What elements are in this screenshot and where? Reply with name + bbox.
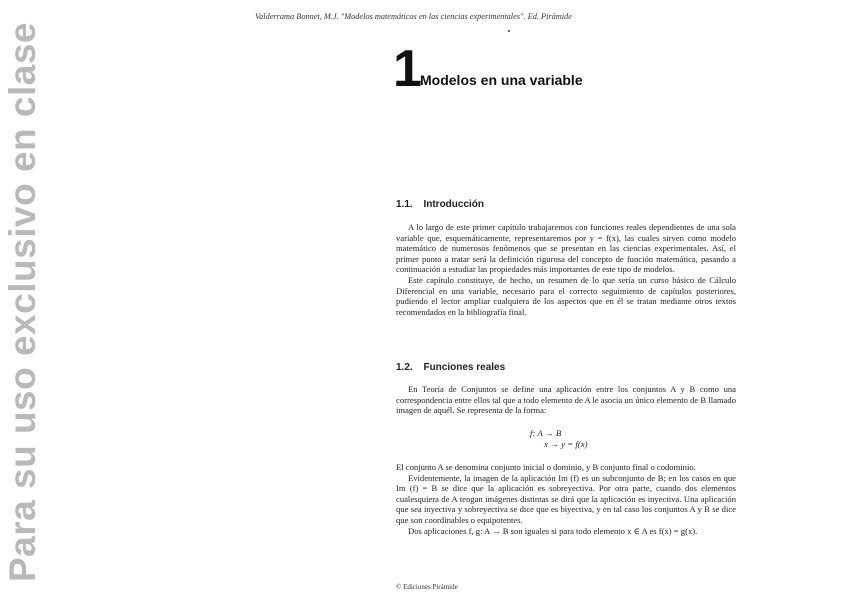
watermark: Para su uso exclusivo en clase bbox=[2, 22, 43, 583]
section-heading-introduccion bbox=[396, 199, 484, 210]
paragraph: Dos aplicaciones f, g: A → B son iguales si para todo elemento x ∈ A es f(x) = g(x). bbox=[408, 525, 698, 536]
section-heading-funciones-reales bbox=[396, 362, 505, 373]
stray-mark bbox=[508, 30, 510, 32]
section-body-funciones-intro bbox=[396, 384, 736, 416]
paragraph: Evidentemente, la imagen de la aplicación Im (f) es un subconjunto de B; en los casos en que Im (f) = B se dice que la aplicación es sobreyectiva. Por otra parte, cuando dos elementos cualesquiera de A tengan imágenes distintas se dirá que la aplicación es inyectiva. Una aplicación que sea inyectiva y sobreyectiva se dice que es biyectiva, y en tal caso los conjuntos A y B se dice que son coordinables o equipotentes. bbox=[396, 472, 736, 525]
paragraph: A lo largo de este primer capítulo trabajaremos con funciones reales dependientes de una sola variable que, esquemáticamente, representaremos por y = f(x), las cuales sirven como modelo matemático de numerosos fenómenos que se presentan en las ciencias experimentales. Así, el primer punto a tratar será la definición rigurosa del concepto de función matemática, pasando a continuación a estudiar las propiedades más importantes de este tipo de modelos. bbox=[396, 222, 736, 275]
section-title: Funciones reales bbox=[423, 362, 506, 373]
section-number: 1.1. bbox=[396, 199, 413, 210]
formula-line: f: A → B bbox=[530, 428, 562, 438]
formula-mapping bbox=[530, 428, 588, 450]
paragraph: Este capítulo constituye, de hecho, un resumen de lo que sería un curso básico de Cálculo Diferencial en una variable, necesario para el correcto seguimiento de capítulos posteriores, pudiendo el lector ampliar cualquiera de los aspectos que en él se tratan mediante otros textos recomendados en la bibliografía final. bbox=[396, 274, 736, 317]
paragraph: En Teoría de Conjuntos se define una aplicación entre los conjuntos A y B como una correspondencia entre ellos tal que a todo elemento de A le asocia un único elemento de B llamado imagen de aquél. Se representa de la forma: bbox=[396, 384, 736, 416]
formula-line: x → y = f(x) bbox=[544, 439, 588, 449]
section-title: Introducción bbox=[423, 199, 485, 210]
chapter-number: 1 bbox=[393, 40, 422, 98]
section-body-funciones-continued bbox=[396, 462, 736, 536]
section-body-introduccion bbox=[396, 222, 736, 317]
copyright-footer: © Ediciones Pirámide bbox=[396, 583, 458, 591]
running-header: Valderrama Bonnet, M.J. "Modelos matemáticos en las ciencias experimentales". Ed. Pirámide bbox=[255, 12, 572, 21]
paragraph: El conjunto A se denomina conjunto inicial o dominio, y B conjunto final o codominio. bbox=[396, 462, 696, 472]
section-number: 1.2. bbox=[396, 362, 413, 373]
chapter-title: Modelos en una variable bbox=[420, 72, 583, 88]
